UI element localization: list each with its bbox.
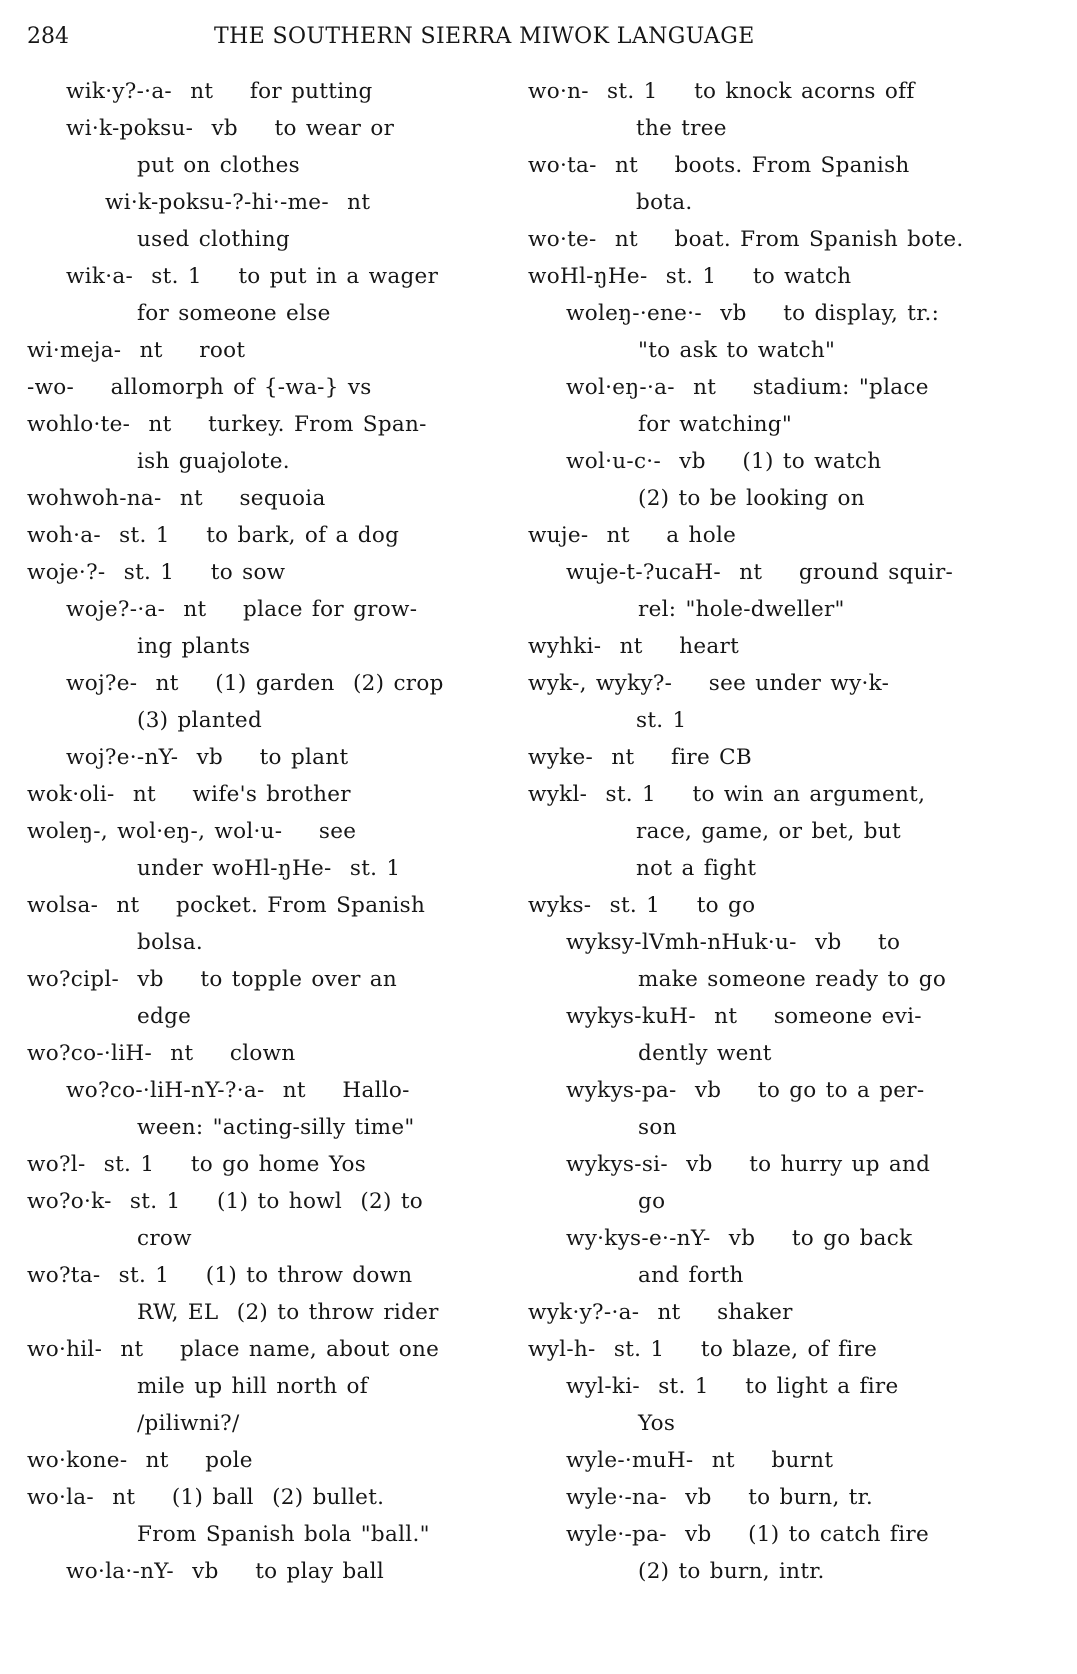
entry-continuation: RW, EL (2) to throw rider xyxy=(137,1300,439,1325)
dictionary-entry xyxy=(27,1035,497,1072)
entry-continuation: and forth xyxy=(638,1263,744,1288)
entry-headline: wyl-ki- st. 1 to light a fire xyxy=(566,1374,899,1399)
page-header xyxy=(27,20,1027,54)
entry-continuation: (3) planted xyxy=(137,708,263,733)
dictionary-entry xyxy=(27,591,497,665)
entry-headline: wo·la- nt (1) ball (2) bullet. xyxy=(27,1485,385,1510)
dictionary-entry xyxy=(528,73,1048,147)
entry-headline: wyksy-lVmh-nHuk·u- vb to xyxy=(566,930,901,955)
dictionary-entry xyxy=(27,554,497,591)
dictionary-entry xyxy=(528,1368,1048,1442)
entry-headline: wyhki- nt heart xyxy=(528,634,740,659)
page-number: 284 xyxy=(27,24,69,49)
dictionary-entry xyxy=(27,739,497,776)
dictionary-entry xyxy=(528,776,1048,887)
entry-headline: wykys-pa- vb to go to a per- xyxy=(566,1078,925,1103)
entry-headline: wykl- st. 1 to win an argument, xyxy=(528,782,926,807)
entry-headline: wo?co-·liH-nY-?·a- nt Hallo- xyxy=(66,1078,410,1103)
entry-headline: wyle-·muH- nt burnt xyxy=(566,1448,834,1473)
dictionary-entry xyxy=(528,1220,1048,1294)
entry-headline: wok·oli- nt wife's brother xyxy=(27,782,351,807)
entry-headline: wo·te- nt boat. From Spanish bote. xyxy=(528,227,964,252)
entry-headline: wol·eŋ-·a- nt stadium: "place xyxy=(566,375,929,400)
dictionary-entry xyxy=(528,1294,1048,1331)
entry-headline: wyks- st. 1 to go xyxy=(528,893,756,918)
entry-headline: wo·hil- nt place name, about one xyxy=(27,1337,440,1362)
entry-headline: wo·n- st. 1 to knock acorns off xyxy=(528,79,915,104)
dictionary-entry xyxy=(27,369,497,406)
entry-headline: -wo- allomorph of {-wa-} vs xyxy=(27,375,372,400)
running-head: THE SOUTHERN SIERRA MIWOK LANGUAGE xyxy=(214,24,755,49)
entry-headline: wy·kys-e·-nY- vb to go back xyxy=(566,1226,913,1251)
dictionary-entry xyxy=(528,924,1048,998)
dictionary-entry xyxy=(27,961,497,1035)
entry-continuation: st. 1 xyxy=(636,708,687,733)
dictionary-entry xyxy=(27,332,497,369)
entry-continuation: ween: "acting-silly time" xyxy=(137,1115,415,1140)
dictionary-entry xyxy=(528,1146,1048,1220)
entry-headline: wo?l- st. 1 to go home Yos xyxy=(27,1152,367,1177)
entry-continuation: /piliwni?/ xyxy=(137,1411,240,1436)
entry-headline: woj?e·-nY- vb to plant xyxy=(66,745,349,770)
entry-headline: wo?co-·liH- nt clown xyxy=(27,1041,296,1066)
dictionary-entry xyxy=(27,887,497,961)
entry-continuation: crow xyxy=(137,1226,192,1251)
dictionary-entry xyxy=(528,258,1048,295)
entry-continuation: not a fight xyxy=(636,856,757,881)
entry-continuation: edge xyxy=(137,1004,192,1029)
entry-continuation: (2) to be looking on xyxy=(638,486,865,511)
dictionary-entry xyxy=(27,110,497,184)
dictionary-entry xyxy=(528,1331,1048,1368)
dictionary-entry xyxy=(27,1331,497,1442)
dictionary-entry xyxy=(528,1516,1048,1590)
entry-continuation: "to ask to watch" xyxy=(638,338,836,363)
entry-headline: wohlo·te- nt turkey. From Span- xyxy=(27,412,427,437)
dictionary-entry xyxy=(528,554,1048,628)
dictionary-entry xyxy=(27,665,497,739)
dictionary-entry xyxy=(27,1553,497,1590)
entry-continuation: used clothing xyxy=(137,227,290,252)
entry-headline: wyk-, wyky?- see under wy·k- xyxy=(528,671,890,696)
dictionary-entry xyxy=(528,147,1048,221)
dictionary-entry xyxy=(528,221,1048,258)
entry-continuation: bota. xyxy=(636,190,693,215)
entry-headline: woje?-·a- nt place for grow- xyxy=(66,597,418,622)
dictionary-entry xyxy=(528,1072,1048,1146)
dictionary-entry xyxy=(528,887,1048,924)
left-column xyxy=(27,73,497,1590)
dictionary-entry xyxy=(27,258,497,332)
entry-headline: woh·a- st. 1 to bark, of a dog xyxy=(27,523,400,548)
entry-headline: wi·k-poksu-?-hi·-me- nt xyxy=(105,190,371,215)
dictionary-entry xyxy=(528,295,1048,369)
entry-continuation: Yos xyxy=(638,1411,676,1436)
entry-continuation: go xyxy=(638,1189,666,1214)
entry-continuation: From Spanish bola "ball." xyxy=(137,1522,430,1547)
entry-headline: wik·y?-·a- nt for putting xyxy=(66,79,373,104)
entry-headline: wo?ta- st. 1 (1) to throw down xyxy=(27,1263,413,1288)
entry-continuation: rel: "hole-dweller" xyxy=(638,597,845,622)
entry-headline: woj?e- nt (1) garden (2) crop xyxy=(66,671,444,696)
dictionary-entry xyxy=(27,73,497,110)
entry-continuation: (2) to burn, intr. xyxy=(638,1559,825,1584)
entry-headline: wo·la·-nY- vb to play ball xyxy=(66,1559,385,1584)
dictionary-entry xyxy=(27,517,497,554)
dictionary-entry xyxy=(528,998,1048,1072)
entry-continuation: under woHl-ŋHe- st. 1 xyxy=(137,856,401,881)
entry-headline: woleŋ-·ene·- vb to display, tr.: xyxy=(566,301,940,326)
entry-continuation: put on clothes xyxy=(137,153,301,178)
dictionary-entry xyxy=(27,1146,497,1183)
dictionary-entry xyxy=(528,665,1048,739)
right-column xyxy=(528,73,1048,1590)
entry-continuation: mile up hill north of xyxy=(137,1374,369,1399)
dictionary-entry xyxy=(27,184,497,258)
entry-headline: woHl-ŋHe- st. 1 to watch xyxy=(528,264,852,289)
dictionary-entry xyxy=(27,813,497,887)
entry-headline: wyke- nt fire CB xyxy=(528,745,752,770)
entry-headline: wik·a- st. 1 to put in a wager xyxy=(66,264,439,289)
entry-headline: wyl-h- st. 1 to blaze, of fire xyxy=(528,1337,878,1362)
dictionary-entry xyxy=(27,1072,497,1146)
dictionary-entry xyxy=(528,443,1048,517)
entry-continuation: for watching" xyxy=(638,412,793,437)
entry-headline: wolsa- nt pocket. From Spanish xyxy=(27,893,426,918)
dictionary-entry xyxy=(27,480,497,517)
entry-headline: woje·?- st. 1 to sow xyxy=(27,560,286,585)
entry-continuation: son xyxy=(638,1115,677,1140)
dictionary-entry xyxy=(27,1257,497,1331)
dictionary-entry xyxy=(528,1479,1048,1516)
entry-continuation: bolsa. xyxy=(137,930,204,955)
dictionary-entry xyxy=(27,1183,497,1257)
dictionary-entry xyxy=(27,776,497,813)
dictionary-entry xyxy=(528,517,1048,554)
entry-continuation: ing plants xyxy=(137,634,251,659)
dictionary-entry xyxy=(27,1479,497,1553)
entry-headline: wykys-kuH- nt someone evi- xyxy=(566,1004,922,1029)
entry-headline: wi·k-poksu- vb to wear or xyxy=(66,116,395,141)
entry-headline: woleŋ-, wol·eŋ-, wol·u- see xyxy=(27,819,357,844)
entry-headline: wykys-si- vb to hurry up and xyxy=(566,1152,931,1177)
entry-headline: wo?cipl- vb to topple over an xyxy=(27,967,398,992)
entry-continuation: the tree xyxy=(636,116,727,141)
entry-headline: wyle·-na- vb to burn, tr. xyxy=(566,1485,874,1510)
entry-headline: wo·kone- nt pole xyxy=(27,1448,253,1473)
entry-headline: wi·meja- nt root xyxy=(27,338,246,363)
dictionary-entry xyxy=(27,406,497,480)
entry-continuation: for someone else xyxy=(137,301,331,326)
dictionary-entry xyxy=(27,1442,497,1479)
entry-continuation: race, game, or bet, but xyxy=(636,819,901,844)
dictionary-entry xyxy=(528,1442,1048,1479)
entry-headline: wuje-t-?ucaH- nt ground squir- xyxy=(566,560,954,585)
entry-continuation: dently went xyxy=(638,1041,772,1066)
entry-headline: wo?o·k- st. 1 (1) to howl (2) to xyxy=(27,1189,424,1214)
entry-headline: wyk·y?-·a- nt shaker xyxy=(528,1300,793,1325)
entry-headline: wol·u-c·- vb (1) to watch xyxy=(566,449,882,474)
entry-headline: wo·ta- nt boots. From Spanish xyxy=(528,153,910,178)
entry-headline: wohwoh-na- nt sequoia xyxy=(27,486,326,511)
entry-continuation: ish guajolote. xyxy=(137,449,290,474)
entry-continuation: make someone ready to go xyxy=(638,967,947,992)
entry-headline: wyle·-pa- vb (1) to catch fire xyxy=(566,1522,929,1547)
entry-headline: wuje- nt a hole xyxy=(528,523,737,548)
dictionary-entry xyxy=(528,739,1048,776)
dictionary-entry xyxy=(528,369,1048,443)
dictionary-entry xyxy=(528,628,1048,665)
